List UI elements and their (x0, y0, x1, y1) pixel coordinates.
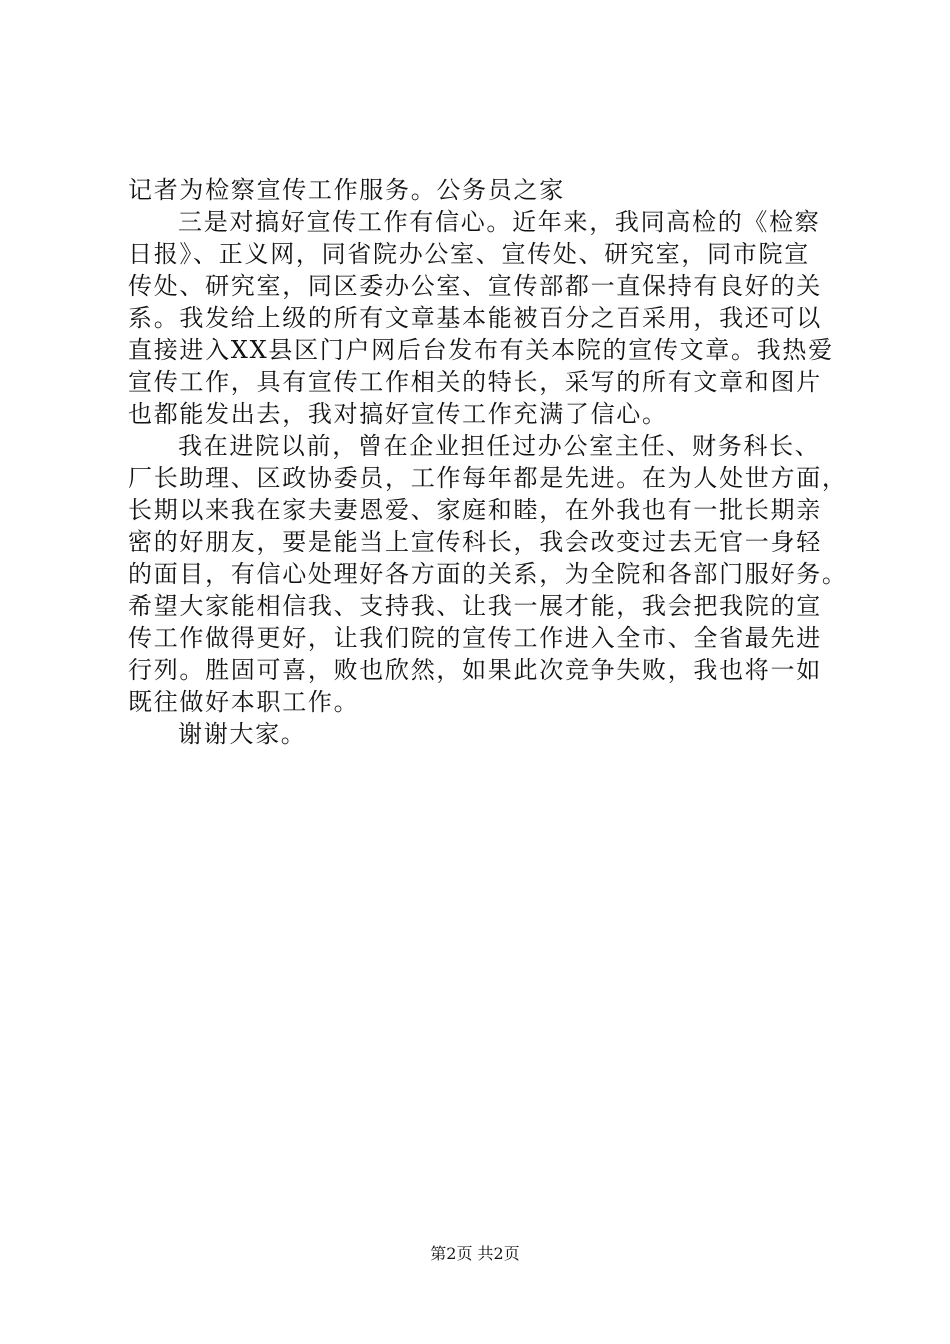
paragraph-start-line: 三是对搞好宣传工作有信心。近年来，我同高检的《检察 (178, 208, 821, 236)
text-line: 密的好朋友，要是能当上宣传科长，我会改变过去无官一身轻 (128, 528, 822, 556)
text-line: 直接进入XX县区门户网后台发布有关本院的宣传文章。我热爱 (128, 336, 834, 364)
text-line: 厂长助理、区政协委员，工作每年都是先进。在为人处世方面， (128, 464, 848, 492)
text-line: 记者为检察宣传工作服务。公务员之家 (128, 176, 565, 204)
text-line: 行列。胜固可喜，败也欣然，如果此次竞争失败，我也将一如 (128, 656, 822, 684)
page-number-footer: 第2页 共2页 (430, 1244, 520, 1263)
text-line: 系。我发给上级的所有文章基本能被百分之百采用，我还可以 (128, 304, 822, 332)
text-line: 传工作做得更好，让我们院的宣传工作进入全市、全省最先进 (128, 624, 822, 652)
text-line: 传处、研究室，同区委办公室、宣传部都一直保持有良好的关 (128, 272, 822, 300)
document-body (128, 174, 848, 750)
text-line: 的面目，有信心处理好各方面的关系，为全院和各部门服好务。 (128, 560, 848, 588)
closing-line: 谢谢大家。 (178, 720, 307, 748)
text-line: 既往做好本职工作。 (128, 688, 360, 716)
text-line: 希望大家能相信我、支持我、让我一展才能，我会把我院的宣 (128, 592, 822, 620)
text-line: 日报》、正义网，同省院办公室、宣传处、研究室，同市院宣 (128, 240, 810, 268)
text-line: 长期以来我在家夫妻恩爱、家庭和睦，在外我也有一批长期亲 (128, 496, 822, 524)
text-line: 宣传工作，具有宣传工作相关的特长，采写的所有文章和图片 (128, 368, 822, 396)
text-line: 也都能发出去，我对搞好宣传工作充满了信心。 (128, 400, 668, 428)
paragraph-start-line: 我在进院以前，曾在企业担任过办公室主任、财务科长、 (178, 432, 821, 460)
